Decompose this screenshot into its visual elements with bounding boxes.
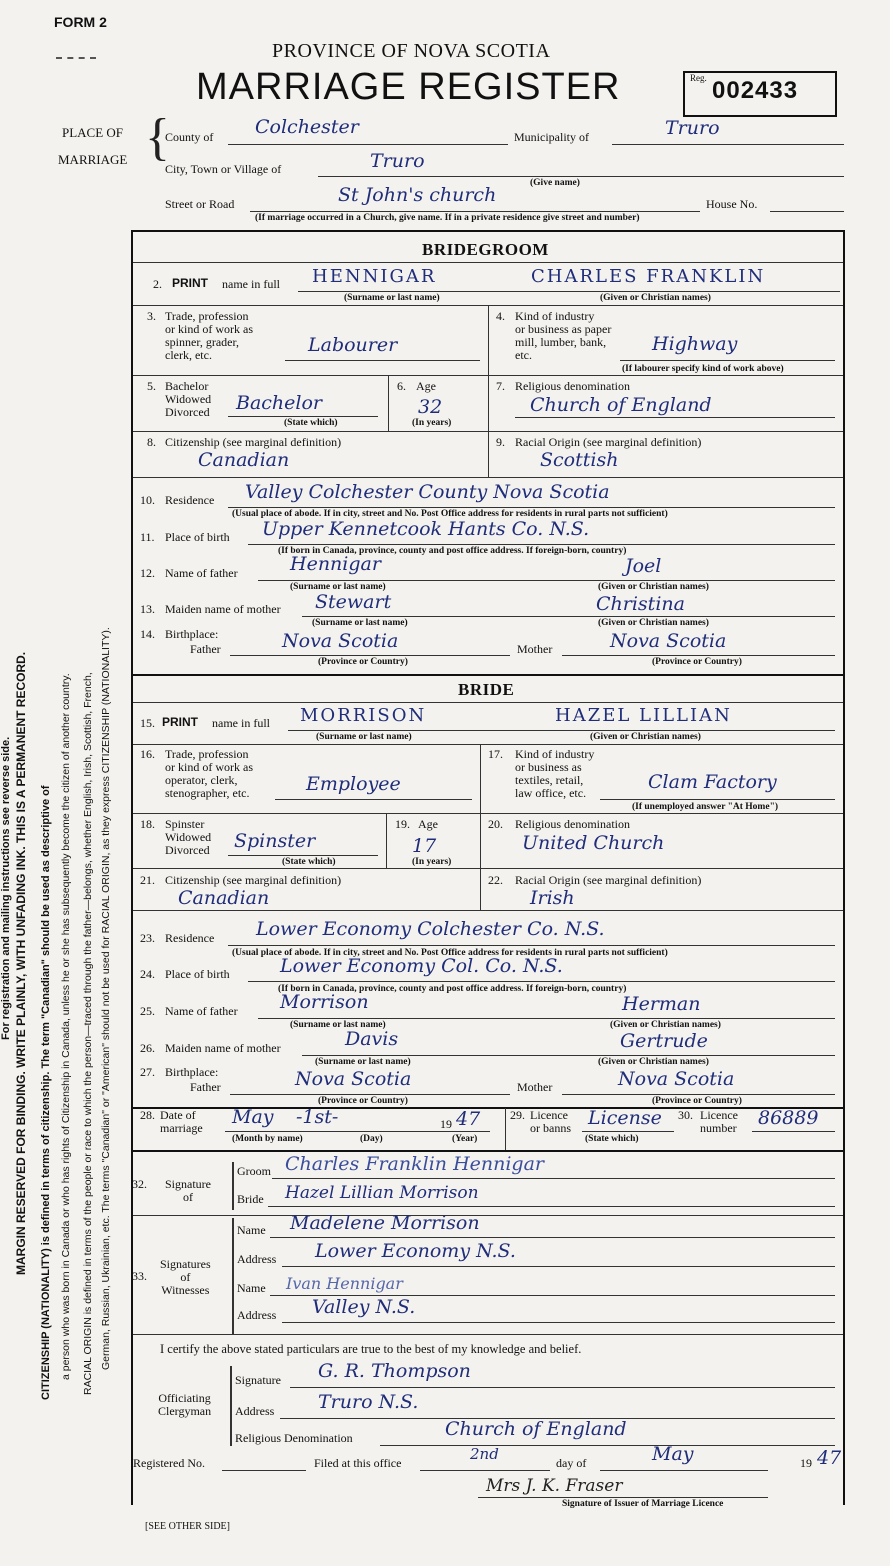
groom-mother-birthplace[interactable]: Nova Scotia: [610, 630, 727, 652]
bride-father-birthplace[interactable]: Nova Scotia: [295, 1068, 412, 1090]
witness1-address[interactable]: Lower Economy N.S.: [315, 1240, 516, 1262]
county-line: [228, 144, 508, 145]
province-heading: PROVINCE OF NOVA SCOTIA: [272, 40, 551, 62]
residence-label: Residence: [165, 931, 215, 945]
place-of-label: PLACE OF: [62, 125, 124, 140]
print-label: PRINT: [172, 276, 208, 290]
name-in-full-label: name in full: [212, 716, 270, 730]
divider: [133, 1334, 843, 1335]
filed-day[interactable]: 2nd: [470, 1445, 499, 1463]
day-caption: (Day): [360, 1134, 383, 1144]
given-caption: (Given or Christian names): [598, 618, 709, 628]
bride-origin[interactable]: Irish: [530, 887, 575, 909]
filed-day-line: [420, 1470, 550, 1471]
groom-sig-line: [272, 1178, 835, 1179]
groom-name-line: [298, 291, 840, 292]
mother-label: Mother: [517, 1080, 553, 1094]
page-title: MARRIAGE REGISTER: [196, 66, 621, 108]
clergy-signature[interactable]: G. R. Thompson: [318, 1360, 471, 1382]
bride-name-line: [288, 730, 835, 731]
father-bp-line: [230, 1094, 510, 1095]
divider: [488, 305, 489, 477]
witness1-name[interactable]: Madelene Morrison: [290, 1212, 480, 1234]
surname-caption: (Surname or last name): [290, 582, 386, 592]
certification-statement: I certify the above stated particulars are true to the best of my knowledge and belief.: [160, 1342, 582, 1356]
citizenship-label: Citizenship (see marginal definition): [165, 873, 342, 887]
county-value[interactable]: Colchester: [255, 116, 359, 138]
groom-sig-label: Groom: [237, 1164, 271, 1178]
residence-label: Residence: [165, 493, 215, 507]
field-number: 30.: [678, 1108, 693, 1122]
witness2-address[interactable]: Valley N.S.: [312, 1296, 416, 1318]
county-label: County of: [165, 130, 214, 144]
groom-given[interactable]: CHARLES FRANKLIN: [531, 266, 766, 287]
divider: [480, 744, 481, 910]
marriage-day[interactable]: -1st-: [296, 1106, 339, 1128]
groom-surname[interactable]: HENNIGAR: [312, 266, 437, 287]
field-number: 23.: [140, 931, 155, 945]
officiating-label: Officiating Clergyman: [158, 1391, 212, 1418]
residence-line: [228, 945, 835, 946]
municipality-line: [612, 144, 844, 145]
margin-racial-def-2: German, Russian, Ukrainian, etc. The terms "Canadian" or "American" should not be used for RACIAL ORIGIN, as they express CITIZENSHIP (NATIONALITY).: [100, 627, 112, 1370]
signature-of-label: Signature of: [165, 1177, 211, 1204]
clergy-address[interactable]: Truro N.S.: [318, 1391, 419, 1413]
bride-industry[interactable]: Clam Factory: [648, 771, 777, 793]
house-line: [770, 211, 844, 212]
date-line: [225, 1131, 490, 1132]
witness1-address-line: [282, 1266, 835, 1267]
witness2-name-label: Name: [237, 1281, 266, 1295]
father-name-label: Name of father: [165, 1004, 238, 1018]
year-prefix: 19: [440, 1117, 452, 1131]
birthplace-label: Place of birth: [165, 967, 230, 981]
residence-caption: (Usual place of abode. If in city, street and No. Post Office address for residents in rural parts not sufficient): [232, 948, 668, 958]
bride-trade[interactable]: Employee: [306, 773, 401, 795]
witness1-name-line: [270, 1237, 835, 1238]
field-number: 20.: [488, 817, 503, 831]
groom-religion[interactable]: Church of England: [530, 394, 712, 416]
divider: [133, 262, 843, 263]
form-frame-right: [843, 230, 845, 1505]
bride-religion[interactable]: United Church: [522, 832, 665, 854]
years-caption: (In years): [412, 857, 452, 867]
licence-or-banns[interactable]: License: [588, 1107, 662, 1129]
reg-prefix: Reg.: [690, 73, 707, 83]
bride-sig-label: Bride: [237, 1192, 264, 1206]
surname-caption: (Surname or last name): [344, 293, 440, 303]
field-number: 8.: [147, 435, 156, 449]
margin-racial-def: RACIAL ORIGIN is defined in terms of the people or race to which the person—traced through the father—belongs, whether English, Irish, Scottish, French,: [82, 672, 94, 1395]
mother-name-line: [302, 1055, 835, 1056]
year-caption: (Year): [452, 1134, 478, 1144]
surname-caption: (Surname or last name): [290, 1020, 386, 1030]
marriage-label: MARRIAGE: [58, 152, 128, 167]
field-number: 25.: [140, 1004, 155, 1018]
place-brace: {: [145, 109, 170, 166]
residence-caption: (Usual place of abode. If in city, street and No. Post Office address for residents in rural parts not sufficient): [232, 509, 668, 519]
filed-month[interactable]: May: [652, 1443, 694, 1465]
divider: [133, 1215, 843, 1216]
origin-label: Racial Origin (see marginal definition): [515, 873, 702, 887]
groom-father-given[interactable]: Joel: [625, 555, 662, 577]
marriage-year[interactable]: 47: [456, 1108, 481, 1130]
groom-industry[interactable]: Highway: [652, 333, 738, 355]
surname-caption: (Surname or last name): [316, 732, 412, 742]
field-number: 24.: [140, 967, 155, 981]
divider: [505, 1108, 506, 1150]
mother-maiden-label: Maiden name of mother: [165, 1041, 281, 1055]
birthplace-caption: (If born in Canada, province, county and post office address. If foreign-born, country): [278, 984, 627, 994]
given-caption: (Given or Christian names): [598, 1057, 709, 1067]
bride-father-surname[interactable]: Morrison: [280, 991, 369, 1013]
mother-label: Mother: [517, 642, 553, 656]
divider: [388, 375, 389, 431]
surname-caption: (Surname or last name): [315, 1057, 411, 1067]
city-line: [318, 176, 844, 177]
field-number: 4.: [496, 309, 505, 323]
witness2-address-label: Address: [237, 1308, 277, 1322]
given-caption: (Given or Christian names): [610, 1020, 721, 1030]
field-number: 17.: [488, 747, 503, 761]
field-number: 2.: [153, 277, 162, 291]
bride-mother-given[interactable]: Gertrude: [620, 1030, 708, 1052]
divider: [133, 744, 843, 745]
field-number: 7.: [496, 379, 505, 393]
father-label: Father: [190, 642, 221, 656]
divider: [386, 813, 387, 868]
groom-mother-surname[interactable]: Stewart: [315, 591, 392, 613]
divider: [232, 1162, 234, 1210]
witness2-name[interactable]: Ivan Hennigar: [286, 1274, 403, 1293]
province-caption: (Province or Country): [318, 1096, 408, 1106]
reg-number: 002433: [712, 77, 799, 104]
status-line: [228, 416, 378, 417]
bride-mother-birthplace[interactable]: Nova Scotia: [618, 1068, 735, 1090]
citizenship-label: Citizenship (see marginal definition): [165, 435, 342, 449]
groom-signature[interactable]: Charles Franklin Hennigar: [285, 1153, 545, 1175]
bride-signature[interactable]: Hazel Lillian Morrison: [285, 1183, 479, 1203]
groom-mother-given[interactable]: Christina: [596, 593, 685, 615]
bride-father-given[interactable]: Herman: [622, 993, 701, 1015]
industry-label: Kind of industry or business as paper mill, lumber, bank, etc.: [515, 309, 612, 362]
margin-instructions: For registration and mailing instructions see reverse side.: [0, 736, 12, 1040]
trade-label: Trade, profession or kind of work as operator, clerk, stenographer, etc.: [165, 747, 253, 800]
state-caption: (State which): [585, 1134, 639, 1144]
witnesses-label: Signatures of Witnesses: [160, 1257, 211, 1297]
street-note: (If marriage occurred in a Church, give name. If in a private residence give street and number): [255, 213, 640, 223]
divider: [133, 431, 843, 432]
field-number: 33.: [132, 1269, 147, 1283]
mother-name-line: [302, 616, 835, 617]
marriage-month[interactable]: May: [232, 1106, 274, 1128]
name-in-full-label: name in full: [222, 277, 280, 291]
margin-citizenship-def: CITIZENSHIP (NATIONALITY) is defined in terms of citizenship. The term "Canadian" should be used as descriptive of: [40, 785, 52, 1400]
field-number: 5.: [147, 379, 156, 393]
field-number: 27.: [140, 1065, 155, 1079]
clergy-denomination-line: [380, 1445, 835, 1446]
father-name-line: [258, 580, 835, 581]
clergy-denomination-label: Religious Denomination: [235, 1431, 353, 1445]
religion-label: Religious denomination: [515, 817, 630, 831]
field-number: 13.: [140, 602, 155, 616]
city-label: City, Town or Village of: [165, 162, 282, 176]
industry-line: [620, 360, 835, 361]
groom-status[interactable]: Bachelor: [236, 392, 323, 414]
divider: [133, 910, 843, 911]
field-number: 14.: [140, 627, 155, 641]
house-label: House No.: [706, 197, 758, 211]
state-caption: (State which): [282, 857, 336, 867]
bridegroom-heading: BRIDEGROOM: [422, 240, 549, 259]
given-caption: (Given or Christian names): [590, 732, 701, 742]
field-number: 12.: [140, 566, 155, 580]
field-number: 10.: [140, 493, 155, 507]
witness1-address-label: Address: [237, 1252, 277, 1266]
state-caption: (State which): [284, 418, 338, 428]
field-number: 16.: [140, 747, 155, 761]
status-label: Spinster Widowed Divorced: [165, 817, 212, 857]
margin-binding-note: MARGIN RESERVED FOR BINDING. WRITE PLAINLY, WITH UNFADING INK. THIS IS A PERMANENT RECORD.: [14, 651, 28, 1275]
bride-sig-line: [268, 1206, 835, 1207]
divider: [133, 813, 843, 814]
divider: [133, 1150, 843, 1152]
groom-age[interactable]: 32: [418, 396, 443, 418]
filed-year[interactable]: 47: [817, 1447, 842, 1469]
bride-mother-surname[interactable]: Davis: [345, 1028, 399, 1050]
form-mark: [56, 57, 96, 59]
filed-year-prefix: 19: [800, 1456, 812, 1470]
banns-line: [582, 1131, 674, 1132]
birthplace-caption: (If born in Canada, province, county and post office address. If foreign-born, country): [278, 546, 627, 556]
given-caption: (Given or Christian names): [598, 582, 709, 592]
field-number: 19.: [395, 817, 410, 831]
clergy-signature-line: [290, 1387, 835, 1388]
father-name-label: Name of father: [165, 566, 238, 580]
filed-month-line: [600, 1470, 768, 1471]
street-value[interactable]: St John's church: [338, 184, 497, 206]
surname-caption: (Surname or last name): [312, 618, 408, 628]
bride-residence[interactable]: Lower Economy Colchester Co. N.S.: [256, 918, 605, 940]
religion-line: [515, 417, 835, 418]
trade-line: [275, 799, 472, 800]
trade-label: Trade, profession or kind of work as spinner, grader, clerk, etc.: [165, 309, 253, 362]
street-line: [250, 211, 700, 212]
groom-father-surname[interactable]: Hennigar: [290, 553, 381, 575]
birthplace-line: [248, 981, 835, 982]
margin-citizenship-def-2: a person who was born in Canada or who has rights of Citizenship in Canada, unless he or she has subsequently become the citizen of another country.: [60, 673, 72, 1380]
industry-caption: (If labourer specify kind of work above): [622, 364, 784, 374]
field-number: 28.: [140, 1108, 155, 1122]
registered-no-line: [222, 1470, 306, 1471]
issuer-signature[interactable]: Mrs J. K. Fraser: [486, 1476, 623, 1496]
see-other-side: [SEE OTHER SIDE]: [145, 1521, 230, 1532]
field-number: 32.: [132, 1177, 147, 1191]
industry-line: [600, 799, 835, 800]
bride-given[interactable]: HAZEL LILLIAN: [555, 705, 732, 726]
filed-label: Filed at this office: [314, 1456, 402, 1470]
religion-label: Religious denomination: [515, 379, 630, 393]
groom-citizenship[interactable]: Canadian: [198, 449, 290, 471]
field-number: 26.: [140, 1041, 155, 1055]
field-number: 29.: [510, 1108, 525, 1122]
divider: [232, 1218, 234, 1334]
print-label: PRINT: [162, 715, 198, 729]
field-number: 6.: [397, 379, 406, 393]
origin-label: Racial Origin (see marginal definition): [515, 435, 702, 449]
bride-heading: BRIDE: [458, 680, 515, 699]
municipality-value[interactable]: Truro: [665, 117, 720, 139]
banns-label: Licence or banns: [530, 1108, 571, 1135]
issuer-signature-line: [478, 1497, 768, 1498]
witness1-name-label: Name: [237, 1223, 266, 1237]
status-label: Bachelor Widowed Divorced: [165, 379, 212, 419]
field-number: 21.: [140, 873, 155, 887]
bride-surname[interactable]: MORRISON: [300, 705, 427, 726]
issuer-caption: Signature of Issuer of Marriage Licence: [562, 1499, 724, 1509]
field-number: 15.: [140, 716, 155, 730]
trade-line: [285, 360, 480, 361]
field-number: 22.: [488, 873, 503, 887]
divider: [133, 868, 843, 869]
birthplace-label: Place of birth: [165, 530, 230, 544]
city-value[interactable]: Truro: [370, 150, 425, 172]
birthplaces-label: Birthplace:: [165, 627, 219, 641]
father-label: Father: [190, 1080, 221, 1094]
groom-birthplace[interactable]: Upper Kennetcook Hants Co. N.S.: [262, 518, 590, 540]
bride-age[interactable]: 17: [412, 835, 437, 857]
divider: [133, 702, 843, 703]
groom-father-birthplace[interactable]: Nova Scotia: [282, 630, 399, 652]
divider: [133, 674, 843, 676]
form-frame-top: [131, 230, 844, 232]
province-caption: (Province or Country): [652, 1096, 742, 1106]
licence-number-line: [752, 1131, 835, 1132]
street-label: Street or Road: [165, 197, 235, 211]
divider: [133, 375, 843, 376]
years-caption: (In years): [412, 418, 452, 428]
witness2-address-line: [282, 1322, 835, 1323]
groom-origin[interactable]: Scottish: [540, 449, 619, 471]
date-label: Date of marriage: [160, 1108, 203, 1135]
field-number: 18.: [140, 817, 155, 831]
clergy-address-label: Address: [235, 1404, 275, 1418]
father-bp-line: [230, 655, 510, 656]
field-number: 3.: [147, 309, 156, 323]
municipality-label: Municipality of: [514, 130, 589, 144]
bride-status[interactable]: Spinster: [234, 830, 316, 852]
bride-birthplace[interactable]: Lower Economy Col. Co. N.S.: [280, 955, 563, 977]
registered-no-label: Registered No.: [133, 1456, 205, 1470]
residence-line: [228, 507, 835, 508]
form-label: FORM 2: [54, 14, 107, 30]
divider: [133, 477, 843, 478]
birthplace-line: [248, 544, 835, 545]
clergy-signature-label: Signature: [235, 1373, 281, 1387]
status-line: [228, 855, 378, 856]
industry-caption: (If unemployed answer "At Home"): [632, 802, 779, 812]
groom-residence[interactable]: Valley Colchester County Nova Scotia: [245, 481, 610, 503]
day-of-label: day of: [556, 1456, 587, 1470]
industry-label: Kind of industry or business as textiles, retail, law office, etc.: [515, 747, 595, 800]
field-number: 11.: [140, 530, 155, 544]
father-name-line: [258, 1018, 835, 1019]
month-caption: (Month by name): [232, 1134, 303, 1144]
age-label: Age: [418, 817, 438, 831]
field-number: 9.: [496, 435, 505, 449]
mother-bp-line: [562, 655, 835, 656]
mother-bp-line: [562, 1094, 835, 1095]
province-caption: (Province or Country): [318, 657, 408, 667]
give-name-caption: (Give name): [530, 178, 580, 188]
clergy-denomination[interactable]: Church of England: [445, 1418, 627, 1440]
licence-number[interactable]: 86889: [758, 1107, 819, 1129]
birthplaces-label: Birthplace:: [165, 1065, 219, 1079]
groom-trade[interactable]: Labourer: [308, 334, 398, 356]
mother-maiden-label: Maiden name of mother: [165, 602, 281, 616]
licence-number-label: Licence number: [700, 1108, 738, 1135]
given-caption: (Given or Christian names): [600, 293, 711, 303]
province-caption: (Province or Country): [652, 657, 742, 667]
divider: [230, 1366, 232, 1446]
age-label: Age: [416, 379, 436, 393]
bride-citizenship[interactable]: Canadian: [178, 887, 270, 909]
